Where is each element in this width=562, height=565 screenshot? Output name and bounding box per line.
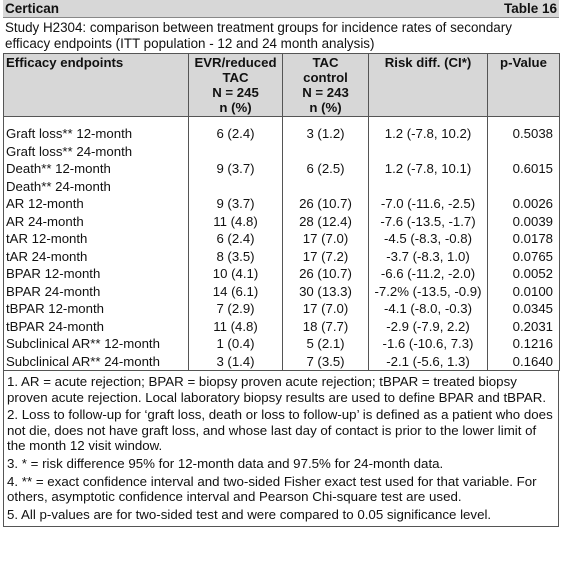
tac-cell: 30 (13.3)	[283, 283, 369, 301]
evr-cell: 11 (4.8)	[189, 318, 283, 336]
tac-cell: 26 (10.7)	[283, 195, 369, 213]
evr-cell: 8 (3.5)	[189, 248, 283, 266]
footnote: 4. ** = exact confidence interval and two-sided Fisher exact test used for that variable. For others, asymptotic confidence interval and Pearson Chi-square test are used.	[7, 473, 537, 505]
footnote: 2. Loss to follow-up for ‘graft loss, death or loss to follow-up’ is defined as a patient who does not die, does not have graft loss, and whose last day of contact is prior to the lower limit of the month 12 visit window.	[7, 407, 553, 454]
evr-cell: 9 (3.7)	[189, 195, 283, 213]
endpoint-cell: Death** 12-month	[4, 160, 189, 178]
risk-diff-cell: -7.2% (-13.5, -0.9)	[369, 283, 488, 301]
endpoint-cell: BPAR 12-month	[4, 265, 189, 283]
tac-cell: 7 (3.5)	[283, 353, 369, 371]
risk-diff-cell: 1.2 (-7.8, 10.1)	[369, 160, 488, 178]
risk-diff-cell: 1.2 (-7.8, 10.2)	[369, 125, 488, 143]
risk-diff-cell: -7.6 (-13.5, -1.7)	[369, 213, 488, 231]
evr-cell: 6 (2.4)	[189, 125, 283, 143]
col-header-pvalue: p-Value	[488, 54, 560, 117]
evr-cell: 9 (3.7)	[189, 160, 283, 178]
efficacy-table	[3, 53, 560, 371]
p-value-cell: 0.0765	[488, 248, 560, 266]
evr-cell: 1 (0.4)	[189, 335, 283, 353]
footnote: 1. AR = acute rejection; BPAR = biopsy proven acute rejection; tBPAR = treated biopsy proven acute rejection. Local laboratory biopsy results are used to define BPAR and tBPAR.	[7, 374, 547, 405]
table-row	[4, 125, 560, 143]
evr-cell: 6 (2.4)	[189, 230, 283, 248]
p-value-cell: 0.5038	[488, 125, 560, 143]
risk-diff-cell: -1.6 (-10.6, 7.3)	[369, 335, 488, 353]
endpoint-cell: BPAR 24-month	[4, 283, 189, 301]
endpoint-cell: AR 24-month	[4, 213, 189, 231]
evr-cell: 3 (1.4)	[189, 353, 283, 371]
risk-diff-cell: -2.9 (-7.9, 2.2)	[369, 318, 488, 336]
risk-diff-cell: -3.7 (-8.3, 1.0)	[369, 248, 488, 266]
table-row	[4, 300, 560, 318]
p-value-cell: 0.6015	[488, 160, 560, 178]
tac-cell: 26 (10.7)	[283, 265, 369, 283]
tac-cell	[283, 178, 369, 196]
tac-cell: 17 (7.0)	[283, 230, 369, 248]
tac-cell	[283, 143, 369, 161]
table-row	[4, 248, 560, 266]
spacer-row	[4, 117, 560, 126]
risk-diff-cell: -4.1 (-8.0, -0.3)	[369, 300, 488, 318]
p-value-cell	[488, 178, 560, 196]
p-value-cell: 0.0100	[488, 283, 560, 301]
p-value-cell: 0.1216	[488, 335, 560, 353]
tac-cell: 17 (7.2)	[283, 248, 369, 266]
p-value-cell: 0.0039	[488, 213, 560, 231]
tac-cell: 6 (2.5)	[283, 160, 369, 178]
risk-diff-cell	[369, 178, 488, 196]
risk-diff-cell	[369, 143, 488, 161]
tac-cell: 28 (12.4)	[283, 213, 369, 231]
table-body	[4, 117, 560, 371]
endpoint-cell: tAR 24-month	[4, 248, 189, 266]
endpoint-cell: Graft loss** 24-month	[4, 143, 189, 161]
footnotes	[3, 371, 559, 527]
tac-cell: 17 (7.0)	[283, 300, 369, 318]
endpoint-cell: tBPAR 24-month	[4, 318, 189, 336]
table-row	[4, 160, 560, 178]
endpoint-cell: Graft loss** 12-month	[4, 125, 189, 143]
col-header-risk: Risk diff. (CI*)	[369, 54, 488, 117]
table-row	[4, 353, 560, 371]
table-row	[4, 213, 560, 231]
col-header-endpoint: Efficacy endpoints	[4, 54, 189, 117]
table-row	[4, 178, 560, 196]
p-value-cell: 0.2031	[488, 318, 560, 336]
table-row	[4, 335, 560, 353]
p-value-cell	[488, 143, 560, 161]
table-header-bar	[3, 0, 559, 18]
evr-cell	[189, 143, 283, 161]
table-row	[4, 143, 560, 161]
p-value-cell: 0.1640	[488, 353, 560, 371]
evr-cell: 10 (4.1)	[189, 265, 283, 283]
table-row	[4, 318, 560, 336]
col-header-evr: EVR/reduced TAC N = 245 n (%)	[189, 54, 283, 117]
tac-cell: 18 (7.7)	[283, 318, 369, 336]
endpoint-cell: AR 12-month	[4, 195, 189, 213]
p-value-cell: 0.0026	[488, 195, 560, 213]
risk-diff-cell: -2.1 (-5.6, 1.3)	[369, 353, 488, 371]
table-row	[4, 195, 560, 213]
p-value-cell: 0.0345	[488, 300, 560, 318]
endpoint-cell: tAR 12-month	[4, 230, 189, 248]
p-value-cell: 0.0052	[488, 265, 560, 283]
tac-cell: 5 (2.1)	[283, 335, 369, 353]
evr-cell: 7 (2.9)	[189, 300, 283, 318]
evr-cell: 14 (6.1)	[189, 283, 283, 301]
p-value-cell: 0.0178	[488, 230, 560, 248]
table-number: Table 16	[503, 1, 557, 16]
footnote: 3. * = risk difference 95% for 12-month data and 97.5% for 24-month data.	[7, 455, 444, 471]
footnote: 5. All p-values are for two-sided test and were compared to 0.05 significance level.	[7, 506, 492, 522]
drug-name: Certican	[5, 1, 60, 16]
table-row	[4, 283, 560, 301]
risk-diff-cell: -7.0 (-11.6, -2.5)	[369, 195, 488, 213]
table-caption: Study H2304: comparison between treatment groups for incidence rates of secondary efficacy endpoints (ITT population - 12 and 24 month analysis)	[5, 20, 512, 51]
risk-diff-cell: -4.5 (-8.3, -0.8)	[369, 230, 488, 248]
evr-cell	[189, 178, 283, 196]
col-header-tac: TAC control N = 243 n (%)	[283, 54, 369, 117]
endpoint-cell: tBPAR 12-month	[4, 300, 189, 318]
endpoint-cell: Subclinical AR** 24-month	[4, 353, 189, 371]
table-row	[4, 230, 560, 248]
evr-cell: 11 (4.8)	[189, 213, 283, 231]
endpoint-cell: Death** 24-month	[4, 178, 189, 196]
table-row	[4, 265, 560, 283]
tac-cell: 3 (1.2)	[283, 125, 369, 143]
table-header-row	[4, 54, 560, 117]
risk-diff-cell: -6.6 (-11.2, -2.0)	[369, 265, 488, 283]
endpoint-cell: Subclinical AR** 12-month	[4, 335, 189, 353]
